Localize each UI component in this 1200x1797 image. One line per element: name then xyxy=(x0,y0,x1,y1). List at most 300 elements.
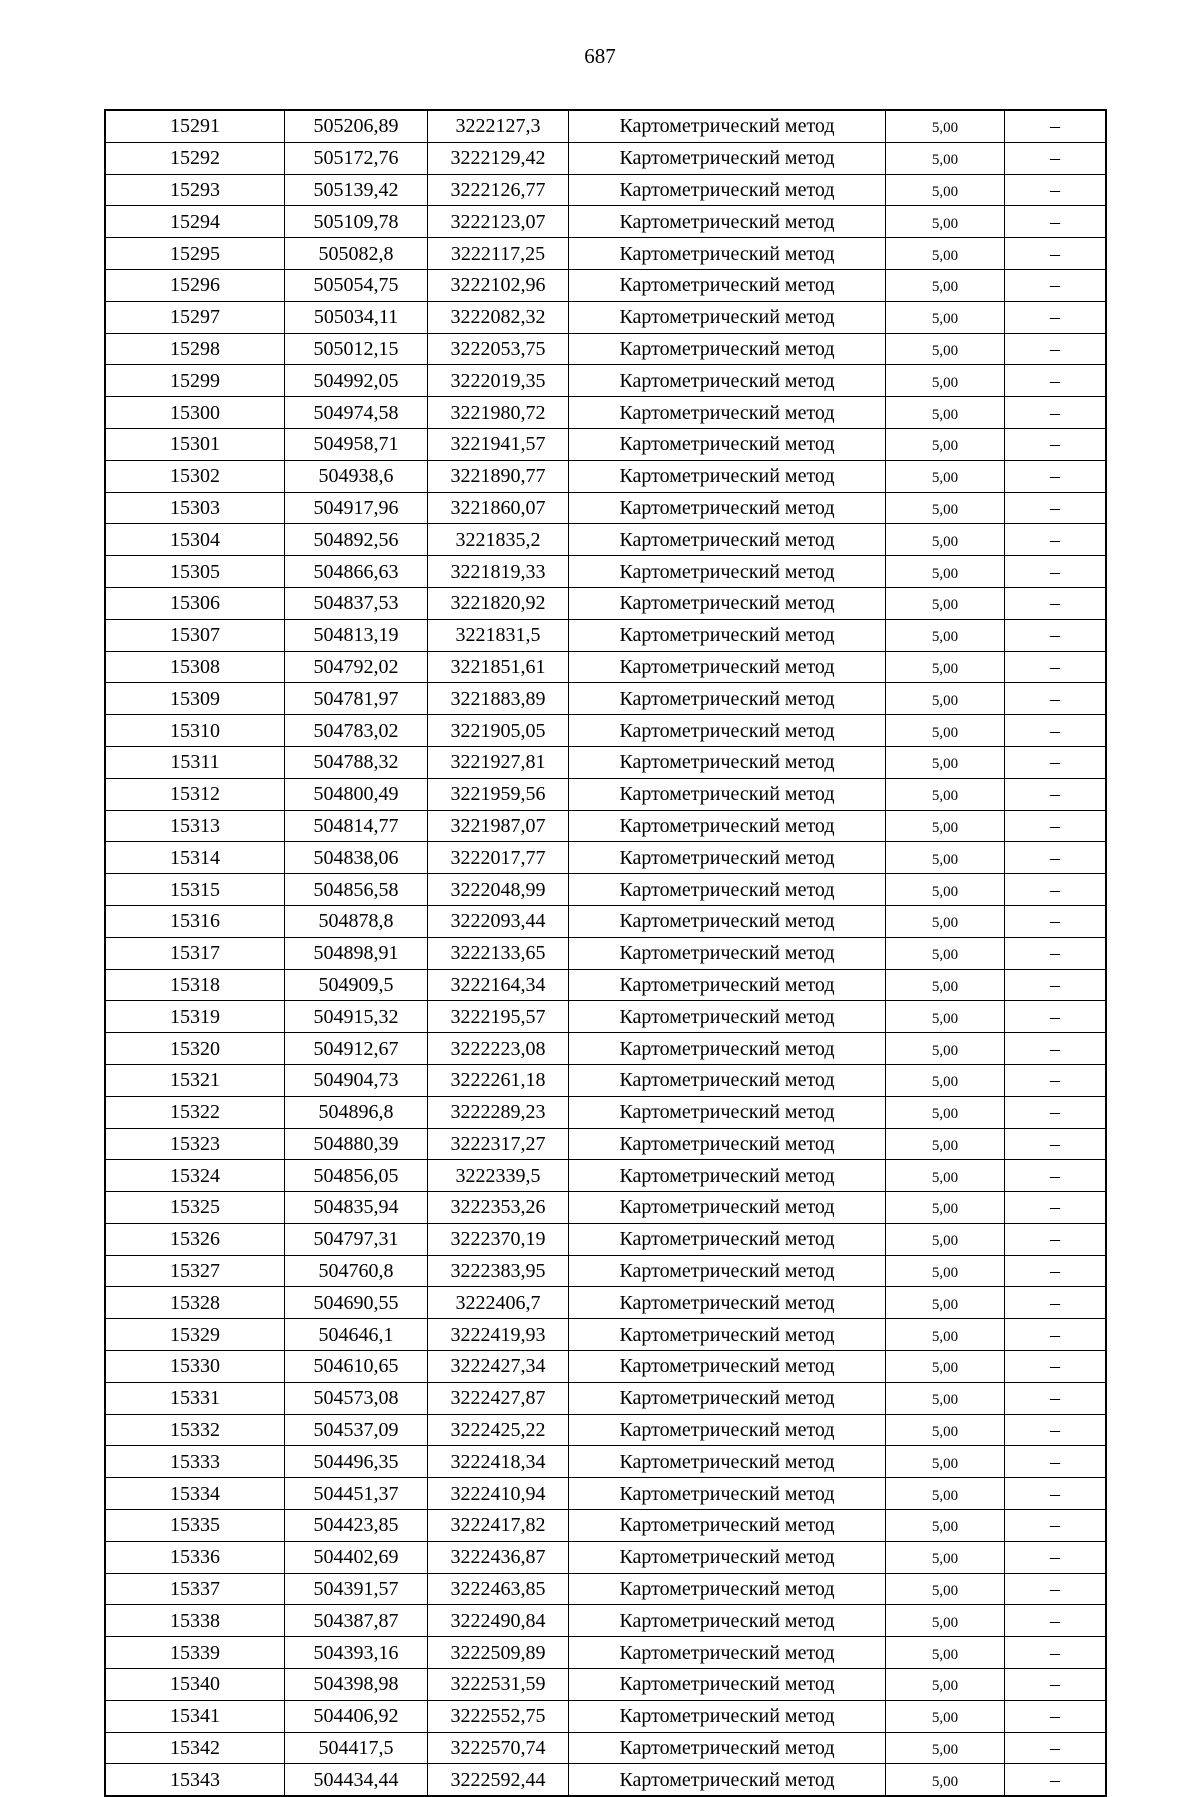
table-row xyxy=(105,365,1106,397)
y-coordinate-cell: 3222129,42 xyxy=(428,142,569,174)
table-row xyxy=(105,1573,1106,1605)
coordinates-table xyxy=(104,109,1107,1797)
table-row xyxy=(105,842,1106,874)
y-coordinate-cell: 3222419,93 xyxy=(428,1319,569,1351)
accuracy-cell: 5,00 xyxy=(886,1732,1005,1764)
description-cell: – xyxy=(1005,238,1107,270)
description-cell: – xyxy=(1005,1700,1107,1732)
description-cell: – xyxy=(1005,1605,1107,1637)
y-coordinate-cell: 3222531,59 xyxy=(428,1669,569,1701)
accuracy-cell: 5,00 xyxy=(886,269,1005,301)
method-cell: Картометрический метод xyxy=(569,524,886,556)
method-cell: Картометрический метод xyxy=(569,1478,886,1510)
point-number-cell: 15309 xyxy=(105,683,285,715)
x-coordinate-cell: 504783,02 xyxy=(285,715,428,747)
table-row xyxy=(105,397,1106,429)
x-coordinate-cell: 504974,58 xyxy=(285,397,428,429)
description-cell: – xyxy=(1005,492,1107,524)
description-cell: – xyxy=(1005,1478,1107,1510)
y-coordinate-cell: 3222427,34 xyxy=(428,1351,569,1383)
method-cell: Картометрический метод xyxy=(569,1160,886,1192)
y-coordinate-cell: 3221883,89 xyxy=(428,683,569,715)
description-cell: – xyxy=(1005,1382,1107,1414)
accuracy-cell: 5,00 xyxy=(886,683,1005,715)
accuracy-cell: 5,00 xyxy=(886,333,1005,365)
method-cell: Картометрический метод xyxy=(569,1700,886,1732)
table-row xyxy=(105,1319,1106,1351)
y-coordinate-cell: 3222570,74 xyxy=(428,1732,569,1764)
point-number-cell: 15295 xyxy=(105,238,285,270)
point-number-cell: 15343 xyxy=(105,1764,285,1796)
accuracy-cell: 5,00 xyxy=(886,1287,1005,1319)
method-cell: Картометрический метод xyxy=(569,428,886,460)
y-coordinate-cell: 3222019,35 xyxy=(428,365,569,397)
method-cell: Картометрический метод xyxy=(569,1128,886,1160)
x-coordinate-cell: 504909,5 xyxy=(285,969,428,1001)
y-coordinate-cell: 3222552,75 xyxy=(428,1700,569,1732)
x-coordinate-cell: 504856,05 xyxy=(285,1160,428,1192)
method-cell: Картометрический метод xyxy=(569,905,886,937)
table-row xyxy=(105,1255,1106,1287)
accuracy-cell: 5,00 xyxy=(886,142,1005,174)
method-cell: Картометрический метод xyxy=(569,142,886,174)
point-number-cell: 15337 xyxy=(105,1573,285,1605)
method-cell: Картометрический метод xyxy=(569,460,886,492)
point-number-cell: 15301 xyxy=(105,428,285,460)
table-row xyxy=(105,651,1106,683)
point-number-cell: 15313 xyxy=(105,810,285,842)
method-cell: Картометрический метод xyxy=(569,365,886,397)
y-coordinate-cell: 3222164,34 xyxy=(428,969,569,1001)
x-coordinate-cell: 504915,32 xyxy=(285,1001,428,1033)
y-coordinate-cell: 3221959,56 xyxy=(428,778,569,810)
method-cell: Картометрический метод xyxy=(569,1064,886,1096)
description-cell: – xyxy=(1005,715,1107,747)
method-cell: Картометрический метод xyxy=(569,1319,886,1351)
description-cell: – xyxy=(1005,301,1107,333)
description-cell: – xyxy=(1005,365,1107,397)
table-row xyxy=(105,1669,1106,1701)
x-coordinate-cell: 504690,55 xyxy=(285,1287,428,1319)
x-coordinate-cell: 504866,63 xyxy=(285,556,428,588)
accuracy-cell: 5,00 xyxy=(886,1160,1005,1192)
accuracy-cell: 5,00 xyxy=(886,1446,1005,1478)
x-coordinate-cell: 504837,53 xyxy=(285,587,428,619)
y-coordinate-cell: 3222127,3 xyxy=(428,110,569,142)
description-cell: – xyxy=(1005,874,1107,906)
method-cell: Картометрический метод xyxy=(569,269,886,301)
y-coordinate-cell: 3222592,44 xyxy=(428,1764,569,1796)
table-row xyxy=(105,301,1106,333)
table-row xyxy=(105,683,1106,715)
y-coordinate-cell: 3222082,32 xyxy=(428,301,569,333)
accuracy-cell: 5,00 xyxy=(886,715,1005,747)
table-row xyxy=(105,1033,1106,1065)
accuracy-cell: 5,00 xyxy=(886,874,1005,906)
point-number-cell: 15311 xyxy=(105,746,285,778)
x-coordinate-cell: 504797,31 xyxy=(285,1223,428,1255)
description-cell: – xyxy=(1005,142,1107,174)
accuracy-cell: 5,00 xyxy=(886,1764,1005,1796)
point-number-cell: 15297 xyxy=(105,301,285,333)
table-row xyxy=(105,810,1106,842)
y-coordinate-cell: 3221851,61 xyxy=(428,651,569,683)
accuracy-cell: 5,00 xyxy=(886,842,1005,874)
x-coordinate-cell: 504938,6 xyxy=(285,460,428,492)
accuracy-cell: 5,00 xyxy=(886,1382,1005,1414)
accuracy-cell: 5,00 xyxy=(886,1541,1005,1573)
method-cell: Картометрический метод xyxy=(569,842,886,874)
accuracy-cell: 5,00 xyxy=(886,1255,1005,1287)
table-row xyxy=(105,206,1106,238)
method-cell: Картометрический метод xyxy=(569,1541,886,1573)
description-cell: – xyxy=(1005,810,1107,842)
y-coordinate-cell: 3222317,27 xyxy=(428,1128,569,1160)
description-cell: – xyxy=(1005,1064,1107,1096)
point-number-cell: 15303 xyxy=(105,492,285,524)
x-coordinate-cell: 504880,39 xyxy=(285,1128,428,1160)
description-cell: – xyxy=(1005,269,1107,301)
accuracy-cell: 5,00 xyxy=(886,778,1005,810)
x-coordinate-cell: 504391,57 xyxy=(285,1573,428,1605)
table-row xyxy=(105,1382,1106,1414)
table-row xyxy=(105,715,1106,747)
method-cell: Картометрический метод xyxy=(569,715,886,747)
method-cell: Картометрический метод xyxy=(569,1033,886,1065)
point-number-cell: 15319 xyxy=(105,1001,285,1033)
table-row xyxy=(105,587,1106,619)
x-coordinate-cell: 504760,8 xyxy=(285,1255,428,1287)
point-number-cell: 15304 xyxy=(105,524,285,556)
x-coordinate-cell: 504387,87 xyxy=(285,1605,428,1637)
method-cell: Картометрический метод xyxy=(569,1414,886,1446)
description-cell: – xyxy=(1005,651,1107,683)
method-cell: Картометрический метод xyxy=(569,397,886,429)
y-coordinate-cell: 3221890,77 xyxy=(428,460,569,492)
table-row xyxy=(105,1637,1106,1669)
table-row xyxy=(105,905,1106,937)
x-coordinate-cell: 504813,19 xyxy=(285,619,428,651)
description-cell: – xyxy=(1005,842,1107,874)
description-cell: – xyxy=(1005,524,1107,556)
method-cell: Картометрический метод xyxy=(569,174,886,206)
point-number-cell: 15326 xyxy=(105,1223,285,1255)
y-coordinate-cell: 3222339,5 xyxy=(428,1160,569,1192)
description-cell: – xyxy=(1005,1255,1107,1287)
point-number-cell: 15331 xyxy=(105,1382,285,1414)
x-coordinate-cell: 505139,42 xyxy=(285,174,428,206)
method-cell: Картометрический метод xyxy=(569,238,886,270)
table-row xyxy=(105,524,1106,556)
description-cell: – xyxy=(1005,1573,1107,1605)
point-number-cell: 15305 xyxy=(105,556,285,588)
table-row xyxy=(105,1001,1106,1033)
accuracy-cell: 5,00 xyxy=(886,1669,1005,1701)
description-cell: – xyxy=(1005,1446,1107,1478)
table-row xyxy=(105,1192,1106,1224)
x-coordinate-cell: 504646,1 xyxy=(285,1319,428,1351)
x-coordinate-cell: 504402,69 xyxy=(285,1541,428,1573)
method-cell: Картометрический метод xyxy=(569,1192,886,1224)
point-number-cell: 15291 xyxy=(105,110,285,142)
method-cell: Картометрический метод xyxy=(569,937,886,969)
y-coordinate-cell: 3221835,2 xyxy=(428,524,569,556)
accuracy-cell: 5,00 xyxy=(886,556,1005,588)
x-coordinate-cell: 504878,8 xyxy=(285,905,428,937)
accuracy-cell: 5,00 xyxy=(886,1192,1005,1224)
point-number-cell: 15314 xyxy=(105,842,285,874)
table-row xyxy=(105,1541,1106,1573)
method-cell: Картометрический метод xyxy=(569,1510,886,1542)
description-cell: – xyxy=(1005,905,1107,937)
point-number-cell: 15341 xyxy=(105,1700,285,1732)
method-cell: Картометрический метод xyxy=(569,556,886,588)
point-number-cell: 15298 xyxy=(105,333,285,365)
accuracy-cell: 5,00 xyxy=(886,1319,1005,1351)
y-coordinate-cell: 3222289,23 xyxy=(428,1096,569,1128)
table-row xyxy=(105,1128,1106,1160)
accuracy-cell: 5,00 xyxy=(886,1605,1005,1637)
y-coordinate-cell: 3222410,94 xyxy=(428,1478,569,1510)
point-number-cell: 15332 xyxy=(105,1414,285,1446)
y-coordinate-cell: 3222048,99 xyxy=(428,874,569,906)
table-row xyxy=(105,142,1106,174)
accuracy-cell: 5,00 xyxy=(886,206,1005,238)
y-coordinate-cell: 3222436,87 xyxy=(428,1541,569,1573)
point-number-cell: 15293 xyxy=(105,174,285,206)
point-number-cell: 15306 xyxy=(105,587,285,619)
accuracy-cell: 5,00 xyxy=(886,301,1005,333)
x-coordinate-cell: 504800,49 xyxy=(285,778,428,810)
point-number-cell: 15338 xyxy=(105,1605,285,1637)
point-number-cell: 15333 xyxy=(105,1446,285,1478)
method-cell: Картометрический метод xyxy=(569,1446,886,1478)
y-coordinate-cell: 3222017,77 xyxy=(428,842,569,874)
table-row xyxy=(105,333,1106,365)
accuracy-cell: 5,00 xyxy=(886,1510,1005,1542)
accuracy-cell: 5,00 xyxy=(886,1001,1005,1033)
table-row xyxy=(105,1605,1106,1637)
method-cell: Картометрический метод xyxy=(569,683,886,715)
y-coordinate-cell: 3222126,77 xyxy=(428,174,569,206)
y-coordinate-cell: 3222490,84 xyxy=(428,1605,569,1637)
accuracy-cell: 5,00 xyxy=(886,651,1005,683)
table-row xyxy=(105,969,1106,1001)
description-cell: – xyxy=(1005,110,1107,142)
y-coordinate-cell: 3222053,75 xyxy=(428,333,569,365)
table-row xyxy=(105,492,1106,524)
accuracy-cell: 5,00 xyxy=(886,1573,1005,1605)
x-coordinate-cell: 504814,77 xyxy=(285,810,428,842)
y-coordinate-cell: 3221819,33 xyxy=(428,556,569,588)
table-row xyxy=(105,460,1106,492)
point-number-cell: 15339 xyxy=(105,1637,285,1669)
y-coordinate-cell: 3222370,19 xyxy=(428,1223,569,1255)
accuracy-cell: 5,00 xyxy=(886,746,1005,778)
accuracy-cell: 5,00 xyxy=(886,587,1005,619)
description-cell: – xyxy=(1005,1319,1107,1351)
description-cell: – xyxy=(1005,333,1107,365)
y-coordinate-cell: 3221831,5 xyxy=(428,619,569,651)
y-coordinate-cell: 3222425,22 xyxy=(428,1414,569,1446)
method-cell: Картометрический метод xyxy=(569,746,886,778)
x-coordinate-cell: 504896,8 xyxy=(285,1096,428,1128)
method-cell: Картометрический метод xyxy=(569,333,886,365)
page-number: 687 xyxy=(584,44,616,68)
point-number-cell: 15322 xyxy=(105,1096,285,1128)
point-number-cell: 15330 xyxy=(105,1351,285,1383)
accuracy-cell: 5,00 xyxy=(886,1700,1005,1732)
x-coordinate-cell: 504904,73 xyxy=(285,1064,428,1096)
point-number-cell: 15328 xyxy=(105,1287,285,1319)
coordinates-table-body xyxy=(105,110,1106,1796)
y-coordinate-cell: 3222418,34 xyxy=(428,1446,569,1478)
x-coordinate-cell: 504917,96 xyxy=(285,492,428,524)
description-cell: – xyxy=(1005,556,1107,588)
method-cell: Картометрический метод xyxy=(569,619,886,651)
description-cell: – xyxy=(1005,1732,1107,1764)
description-cell: – xyxy=(1005,1287,1107,1319)
x-coordinate-cell: 505109,78 xyxy=(285,206,428,238)
point-number-cell: 15335 xyxy=(105,1510,285,1542)
y-coordinate-cell: 3222102,96 xyxy=(428,269,569,301)
x-coordinate-cell: 504958,71 xyxy=(285,428,428,460)
method-cell: Картометрический метод xyxy=(569,1096,886,1128)
x-coordinate-cell: 504992,05 xyxy=(285,365,428,397)
accuracy-cell: 5,00 xyxy=(886,969,1005,1001)
table-row xyxy=(105,110,1106,142)
x-coordinate-cell: 504417,5 xyxy=(285,1732,428,1764)
description-cell: – xyxy=(1005,1351,1107,1383)
method-cell: Картометрический метод xyxy=(569,810,886,842)
description-cell: – xyxy=(1005,937,1107,969)
y-coordinate-cell: 3221927,81 xyxy=(428,746,569,778)
description-cell: – xyxy=(1005,1637,1107,1669)
accuracy-cell: 5,00 xyxy=(886,428,1005,460)
point-number-cell: 15312 xyxy=(105,778,285,810)
description-cell: – xyxy=(1005,1128,1107,1160)
accuracy-cell: 5,00 xyxy=(886,365,1005,397)
method-cell: Картометрический метод xyxy=(569,1637,886,1669)
table-row xyxy=(105,1510,1106,1542)
accuracy-cell: 5,00 xyxy=(886,397,1005,429)
method-cell: Картометрический метод xyxy=(569,301,886,333)
accuracy-cell: 5,00 xyxy=(886,1637,1005,1669)
y-coordinate-cell: 3222509,89 xyxy=(428,1637,569,1669)
point-number-cell: 15315 xyxy=(105,874,285,906)
accuracy-cell: 5,00 xyxy=(886,1096,1005,1128)
y-coordinate-cell: 3222223,08 xyxy=(428,1033,569,1065)
x-coordinate-cell: 504573,08 xyxy=(285,1382,428,1414)
point-number-cell: 15299 xyxy=(105,365,285,397)
accuracy-cell: 5,00 xyxy=(886,524,1005,556)
point-number-cell: 15317 xyxy=(105,937,285,969)
method-cell: Картометрический метод xyxy=(569,651,886,683)
x-coordinate-cell: 505012,15 xyxy=(285,333,428,365)
table-row xyxy=(105,1446,1106,1478)
y-coordinate-cell: 3221905,05 xyxy=(428,715,569,747)
x-coordinate-cell: 504792,02 xyxy=(285,651,428,683)
method-cell: Картометрический метод xyxy=(569,1287,886,1319)
description-cell: – xyxy=(1005,397,1107,429)
x-coordinate-cell: 504835,94 xyxy=(285,1192,428,1224)
point-number-cell: 15320 xyxy=(105,1033,285,1065)
accuracy-cell: 5,00 xyxy=(886,1478,1005,1510)
accuracy-cell: 5,00 xyxy=(886,1033,1005,1065)
point-number-cell: 15321 xyxy=(105,1064,285,1096)
point-number-cell: 15336 xyxy=(105,1541,285,1573)
x-coordinate-cell: 504856,58 xyxy=(285,874,428,906)
description-cell: – xyxy=(1005,460,1107,492)
table-row xyxy=(105,619,1106,651)
table-row xyxy=(105,1732,1106,1764)
method-cell: Картометрический метод xyxy=(569,110,886,142)
x-coordinate-cell: 504434,44 xyxy=(285,1764,428,1796)
x-coordinate-cell: 504781,97 xyxy=(285,683,428,715)
y-coordinate-cell: 3221860,07 xyxy=(428,492,569,524)
table-row xyxy=(105,269,1106,301)
table-row xyxy=(105,1064,1106,1096)
x-coordinate-cell: 504838,06 xyxy=(285,842,428,874)
accuracy-cell: 5,00 xyxy=(886,937,1005,969)
method-cell: Картометрический метод xyxy=(569,206,886,238)
table-row xyxy=(105,746,1106,778)
description-cell: – xyxy=(1005,1764,1107,1796)
x-coordinate-cell: 504423,85 xyxy=(285,1510,428,1542)
point-number-cell: 15310 xyxy=(105,715,285,747)
y-coordinate-cell: 3222123,07 xyxy=(428,206,569,238)
table-row xyxy=(105,1700,1106,1732)
description-cell: – xyxy=(1005,1223,1107,1255)
x-coordinate-cell: 504898,91 xyxy=(285,937,428,969)
method-cell: Картометрический метод xyxy=(569,492,886,524)
table-row xyxy=(105,1351,1106,1383)
description-cell: – xyxy=(1005,1669,1107,1701)
table-row xyxy=(105,778,1106,810)
accuracy-cell: 5,00 xyxy=(886,1351,1005,1383)
y-coordinate-cell: 3222417,82 xyxy=(428,1510,569,1542)
x-coordinate-cell: 504406,92 xyxy=(285,1700,428,1732)
description-cell: – xyxy=(1005,1001,1107,1033)
description-cell: – xyxy=(1005,619,1107,651)
table-row xyxy=(105,1096,1106,1128)
point-number-cell: 15342 xyxy=(105,1732,285,1764)
method-cell: Картометрический метод xyxy=(569,1223,886,1255)
point-number-cell: 15294 xyxy=(105,206,285,238)
method-cell: Картометрический метод xyxy=(569,1764,886,1796)
y-coordinate-cell: 3222463,85 xyxy=(428,1573,569,1605)
description-cell: – xyxy=(1005,1096,1107,1128)
point-number-cell: 15327 xyxy=(105,1255,285,1287)
accuracy-cell: 5,00 xyxy=(886,460,1005,492)
y-coordinate-cell: 3221980,72 xyxy=(428,397,569,429)
point-number-cell: 15329 xyxy=(105,1319,285,1351)
table-row xyxy=(105,1764,1106,1796)
method-cell: Картометрический метод xyxy=(569,1351,886,1383)
point-number-cell: 15334 xyxy=(105,1478,285,1510)
x-coordinate-cell: 504496,35 xyxy=(285,1446,428,1478)
point-number-cell: 15316 xyxy=(105,905,285,937)
y-coordinate-cell: 3222427,87 xyxy=(428,1382,569,1414)
x-coordinate-cell: 505206,89 xyxy=(285,110,428,142)
method-cell: Картометрический метод xyxy=(569,874,886,906)
x-coordinate-cell: 504892,56 xyxy=(285,524,428,556)
method-cell: Картометрический метод xyxy=(569,1605,886,1637)
method-cell: Картометрический метод xyxy=(569,1382,886,1414)
description-cell: – xyxy=(1005,587,1107,619)
x-coordinate-cell: 504788,32 xyxy=(285,746,428,778)
table-row xyxy=(105,1160,1106,1192)
